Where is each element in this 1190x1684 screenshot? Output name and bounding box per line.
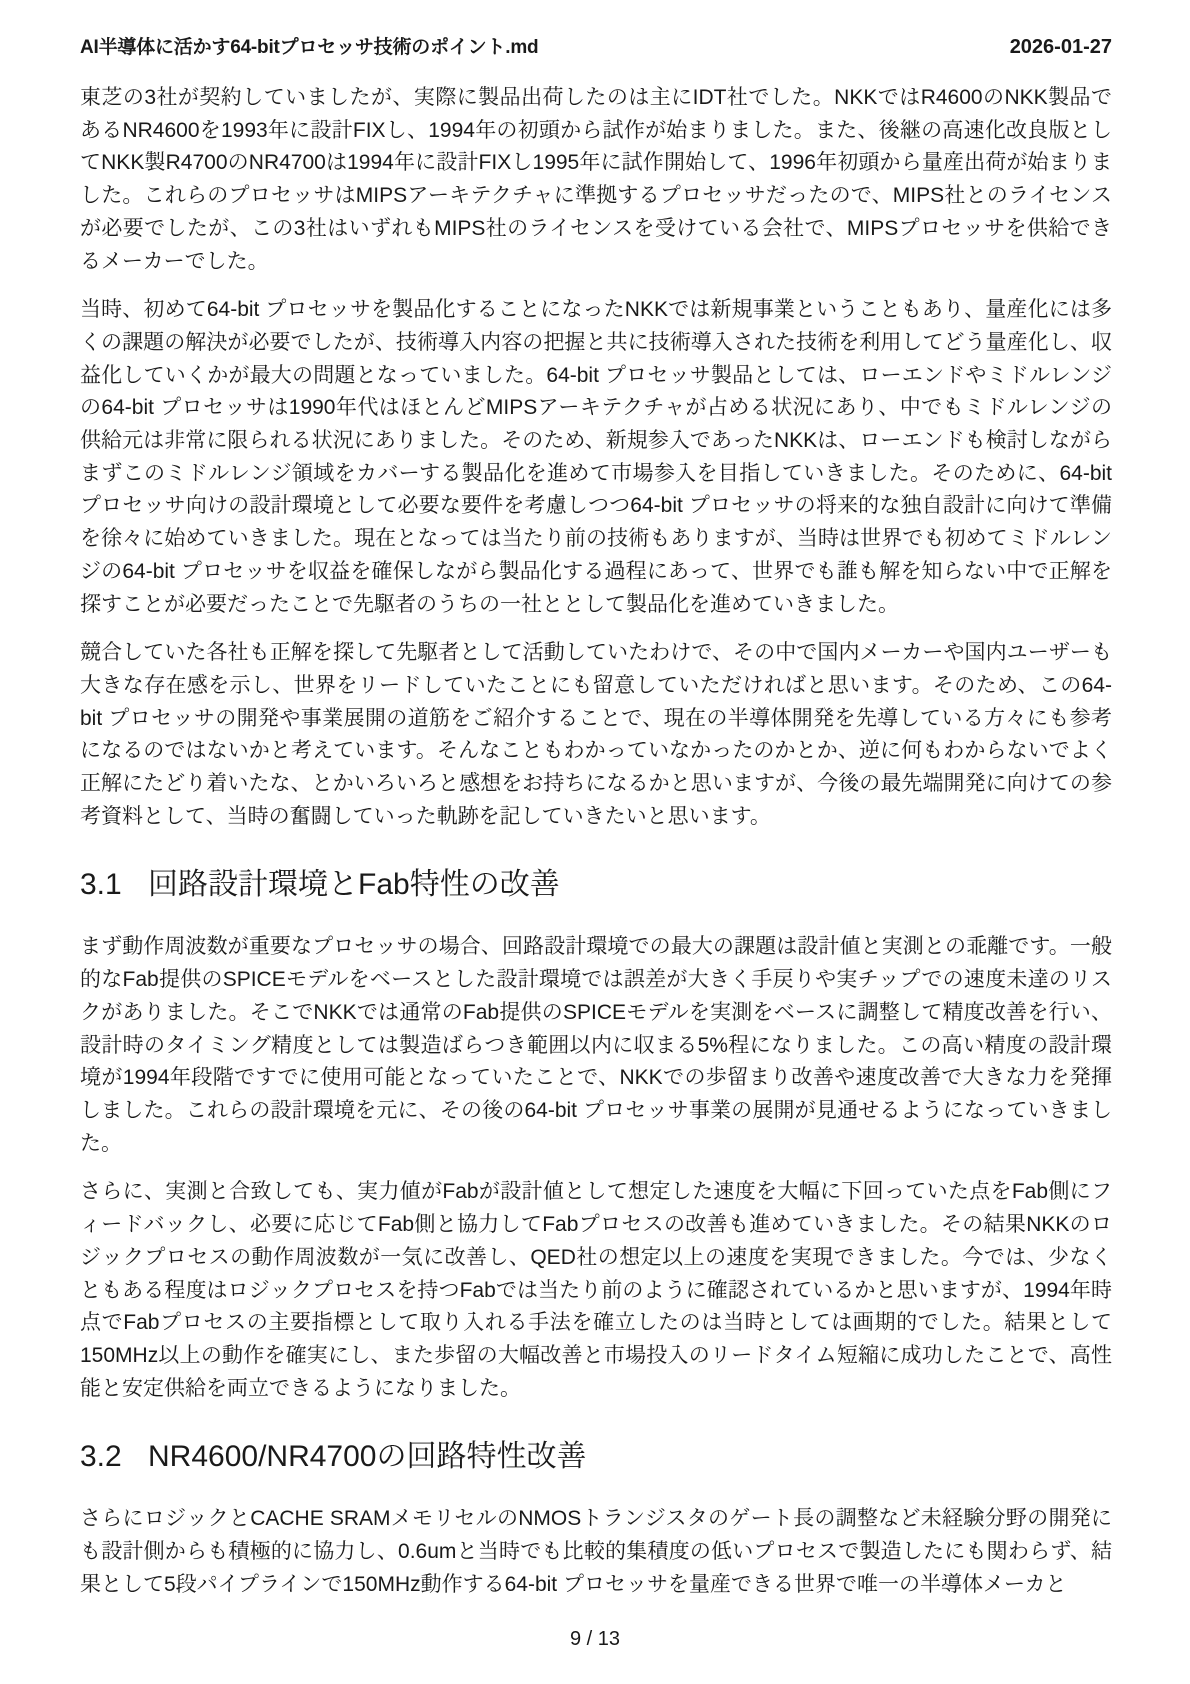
- body-paragraph: 競合していた各社も正解を探して先駆者として活動していたわけで、その中で国内メーカーや国内ユーザーも大きな存在感を示し、世界をリードしていたことにも留意していただければと思います。そのため、この64-bit プロセッサの開発や事業展開の道筋をご紹介することで、現在の半導体開発を先導している方々にも参考になるのではないかと考えています。そんなこともわかっていなかったのかとか、逆に何もわからないでよく正解にたどり着いたな、とかいろいろと感想をお持ちになるかと思いますが、今後の最先端開発に向けての参考資料として、当時の奮闘していった軌跡を記していきたいと思います。: [80, 641, 1112, 828]
- document-filename: AI半導体に活かす64-bitプロセッサ技術のポイント.md: [80, 37, 539, 58]
- page-footer: [0, 1628, 1190, 1651]
- section-heading-3-2: [80, 1435, 1112, 1479]
- section-title: 回路設計環境とFab特性の改善: [148, 868, 560, 902]
- section-number: 3.1: [80, 868, 122, 902]
- section-heading-3-1: [80, 863, 1112, 907]
- body-paragraph: まず動作周波数が重要なプロセッサの場合、回路設計環境での最大の課題は設計値と実測との乖離です。一般的なFab提供のSPICEモデルをベースとした設計環境では誤差が大きく手戻りや実チップでの速度未達のリスクがありました。そこでNKKでは通常のFab提供のSPICEモデルを実測をベースに調整して精度改善を行い、設計時のタイミング精度としては製造ばらつき範囲以内に収まる5%程になりました。この高い精度の設計環境が1994年段階ですでに使用可能となっていたことで、NKKでの歩留まり改善や速度改善で大きな力を発揮しました。これらの設計環境を元に、その後の64-bit プロセッサ事業の展開が見通せるようになっていきました。: [80, 935, 1112, 1155]
- document-body: [80, 82, 1112, 1617]
- page-indicator: 9 / 13: [569, 1628, 621, 1650]
- body-paragraph: さらにロジックとCACHE SRAMメモリセルのNMOSトランジスタのゲート長の調整など未経験分野の開発にも設計側からも積極的に協力し、0.6umと当時でも比較的集積度の低いプロセスで製造したにも関わらず、結果として5段パイプラインで150MHz動作する64-bit プロセッサを量産できる世界で唯一の半導体メーカと: [80, 1507, 1112, 1596]
- document-date: 2026-01-27: [1009, 36, 1112, 58]
- section-number: 3.2: [80, 1440, 122, 1474]
- section-title: NR4600/NR4700の回路特性改善: [148, 1440, 587, 1474]
- body-paragraph: 当時、初めて64-bit プロセッサを製品化することになったNKKでは新規事業ということもあり、量産化には多くの課題の解決が必要でしたが、技術導入内容の把握と共に技術導入された技術を利用してどう量産化し、収益化していくかが最大の問題となっていました。64-bit プロセッサ製品としては、ローエンドやミドルレンジの64-bit プロセッサは1990年代はほとんどMIPSアーキテクチャが占める状況にあり、中でもミドルレンジの供給元は非常に限られる状況にありました。そのため、新規参入であったNKKは、ローエンドも検討しながらまずこのミドルレンジ領域をカバーする製品化を進めて市場参入を目指していきました。そのために、64-bit プロセッサ向けの設計環境として必要な要件を考慮しつつ64-bit プロセッサの将来的な独自設計に向けて準備を徐々に始めていきました。現在となっては当たり前の技術もありますが、当時は世界でも初めてミドルレンジの64-bit プロセッサを収益を確保しながら製品化する過程にあって、世界でも誰も解を知らない中で正解を探すことが必要だったことで先駆者のうちの一社ととして製品化を進めていきました。: [80, 298, 1112, 616]
- body-paragraph: さらに、実測と合致しても、実力値がFabが設計値として想定した速度を大幅に下回っていた点をFab側にフィードバックし、必要に応じてFab側と協力してFabプロセスの改善も進めていきました。その結果NKKのロジックプロセスの動作周波数が一気に改善し、QED社の想定以上の速度を実現できました。今では、少なくともある程度はロジックプロセスを持つFabでは当たり前のように確認されているかと思いますが、1994年時点でFabプロセスの主要指標として取り入れる手法を確立したのは当時としては画期的でした。結果として150MHz以上の動作を確実にし、また歩留の大幅改善と市場投入のリードタイム短縮に成功したことで、高性能と安定供給を両立できるようになりました。: [80, 1180, 1112, 1400]
- body-paragraph: 東芝の3社が契約していましたが、実際に製品出荷したのは主にIDT社でした。NKKではR4600のNKK製品であるNR4600を1993年に設計FIXし、1994年の初頭から試作が始まりました。また、後継の高速化改良版としてNKK製R4700のNR4700は1994年に設計FIXし1995年に試作開始して、1996年初頭から量産出荷が始まりました。これらのプロセッサはMIPSアーキテクチャに準拠するプロセッサだったので、MIPS社とのライセンスが必要でしたが、この3社はいずれもMIPS社のライセンスを受けている会社で、MIPSプロセッサを供給できるメーカーでした。: [80, 86, 1112, 273]
- page-header: [80, 32, 1112, 59]
